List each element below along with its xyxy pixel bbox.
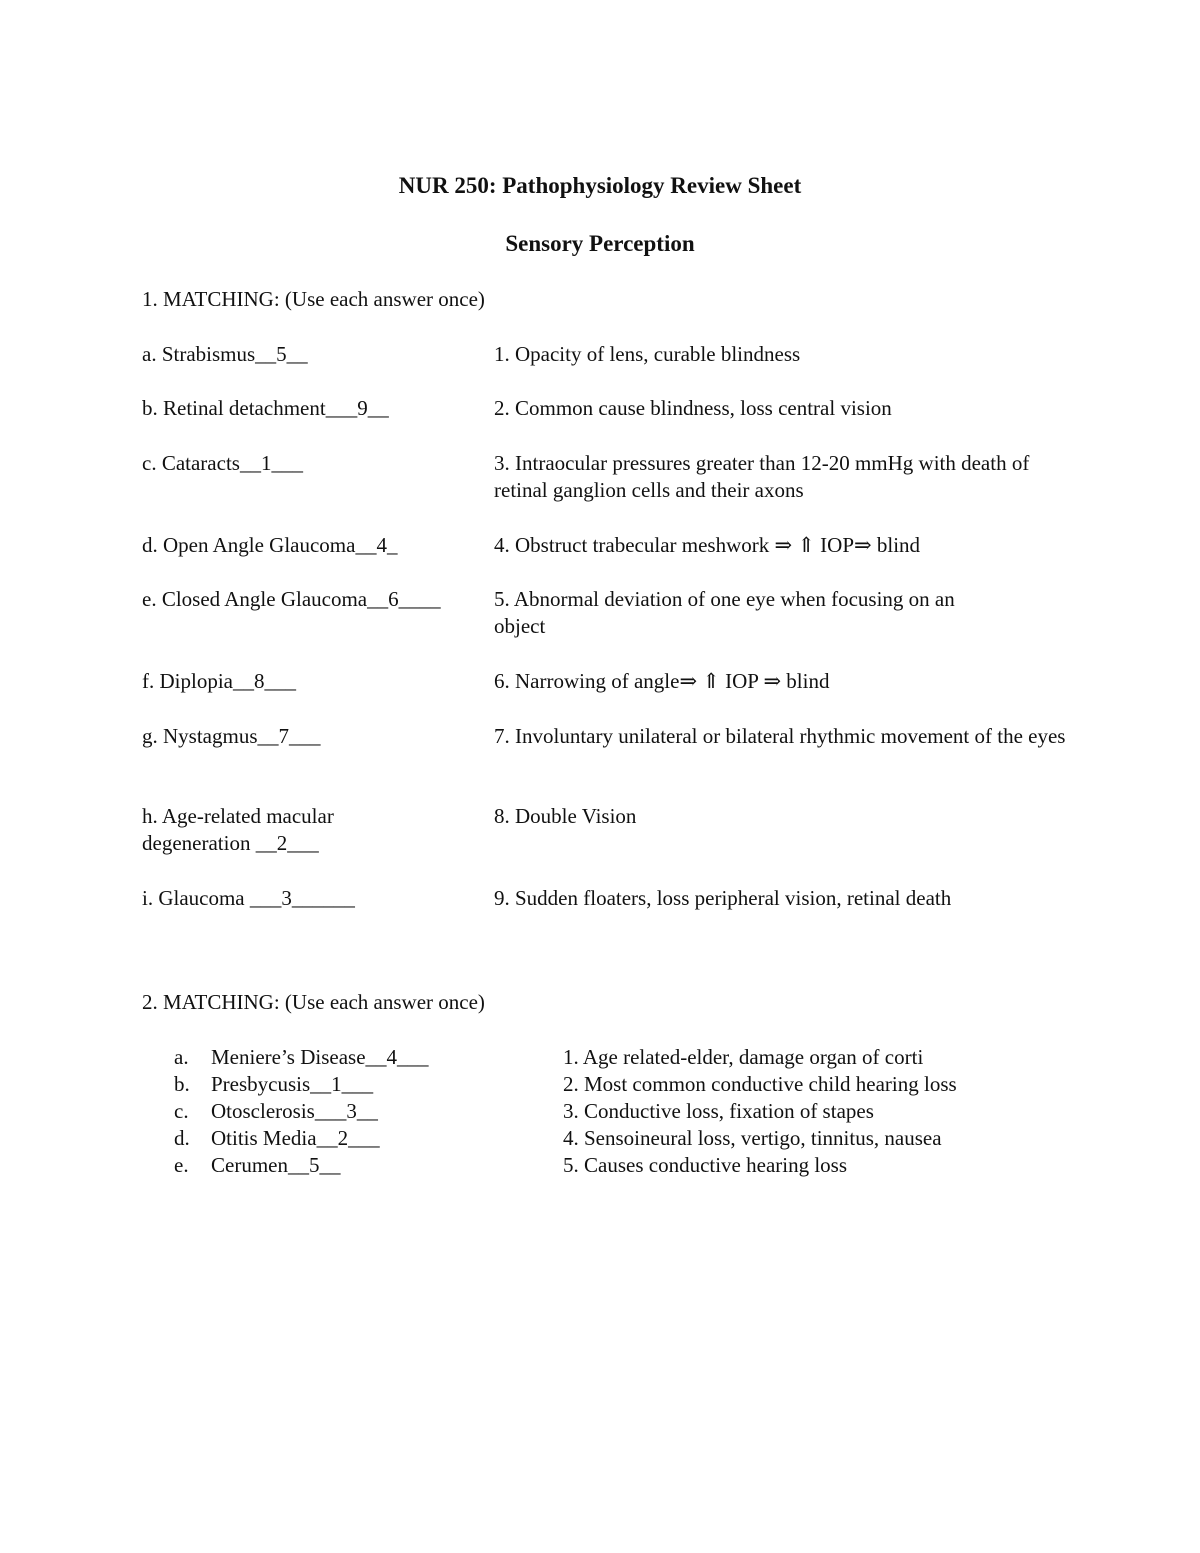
document-title: NUR 250: Pathophysiology Review Sheet <box>398 173 802 198</box>
list-item-term: Cerumen__5__ <box>211 1153 341 1177</box>
matching-term: g. Nystagmus__7___ <box>142 724 321 748</box>
matching-term: e. Closed Angle Glaucoma__6____ <box>142 587 441 611</box>
matching-definition: 8. Double Vision <box>494 804 637 828</box>
list-item-definition: 4. Sensoineural loss, vertigo, tinnitus, nausea <box>563 1126 942 1150</box>
matching-term: i. Glaucoma ___3______ <box>142 886 355 910</box>
section-2-heading: 2. MATCHING: (Use each answer once) <box>142 990 485 1014</box>
list-item <box>0 1044 1200 1071</box>
list-item-term: Presbycusis__1___ <box>211 1072 374 1096</box>
list-item-definition: 5. Causes conductive hearing loss <box>563 1153 848 1177</box>
list-item-letter: b. <box>174 1072 190 1096</box>
list-item-definition: 1. Age related-elder, damage organ of corti <box>563 1045 924 1069</box>
list-item <box>0 1152 1200 1179</box>
matching-definition: 6. Narrowing of angle⇒ ⇑ IOP ⇒ blind <box>494 669 830 693</box>
matching-definition: 1. Opacity of lens, curable blindness <box>494 342 801 366</box>
matching-definition: 3. Intraocular pressures greater than 12-20 mmHg with death of retinal ganglion cells and their axons <box>494 451 1030 502</box>
list-item-definition: 2. Most common conductive child hearing loss <box>563 1072 957 1096</box>
list-item-term: Meniere’s Disease__4___ <box>211 1045 429 1069</box>
matching-term: a. Strabismus__5__ <box>142 342 308 366</box>
matching-definition: 4. Obstruct trabecular meshwork ⇒ ⇑ IOP⇒ blind <box>494 533 921 557</box>
list-item <box>0 1125 1200 1152</box>
matching-definition: 9. Sudden floaters, loss peripheral vision, retinal death <box>494 886 952 910</box>
matching-term: h. Age-related macular degeneration __2___ <box>142 804 334 855</box>
matching-definition: 7. Involuntary unilateral or bilateral rhythmic movement of the eyes <box>494 724 1066 748</box>
matching-term: d. Open Angle Glaucoma__4_ <box>142 533 398 557</box>
list-item <box>0 1071 1200 1098</box>
list-item-term: Otitis Media__2___ <box>211 1126 380 1150</box>
list-item-letter: d. <box>174 1126 190 1150</box>
matching-term: c. Cataracts__1___ <box>142 451 303 475</box>
list-item-letter: c. <box>174 1099 189 1123</box>
matching-term: b. Retinal detachment___9__ <box>142 396 389 420</box>
matching-definition: 5. Abnormal deviation of one eye when focusing on an object <box>494 587 955 638</box>
matching-term: f. Diplopia__8___ <box>142 669 296 693</box>
list-item-term: Otosclerosis___3__ <box>211 1099 378 1123</box>
list-item-letter: a. <box>174 1045 189 1069</box>
list-item <box>0 1098 1200 1125</box>
list-item-definition: 3. Conductive loss, fixation of stapes <box>563 1099 874 1123</box>
section-1-heading: 1. MATCHING: (Use each answer once) <box>142 287 485 311</box>
matching-definition: 2. Common cause blindness, loss central vision <box>494 396 892 420</box>
document-subtitle: Sensory Perception <box>505 231 695 256</box>
list-item-letter: e. <box>174 1153 189 1177</box>
